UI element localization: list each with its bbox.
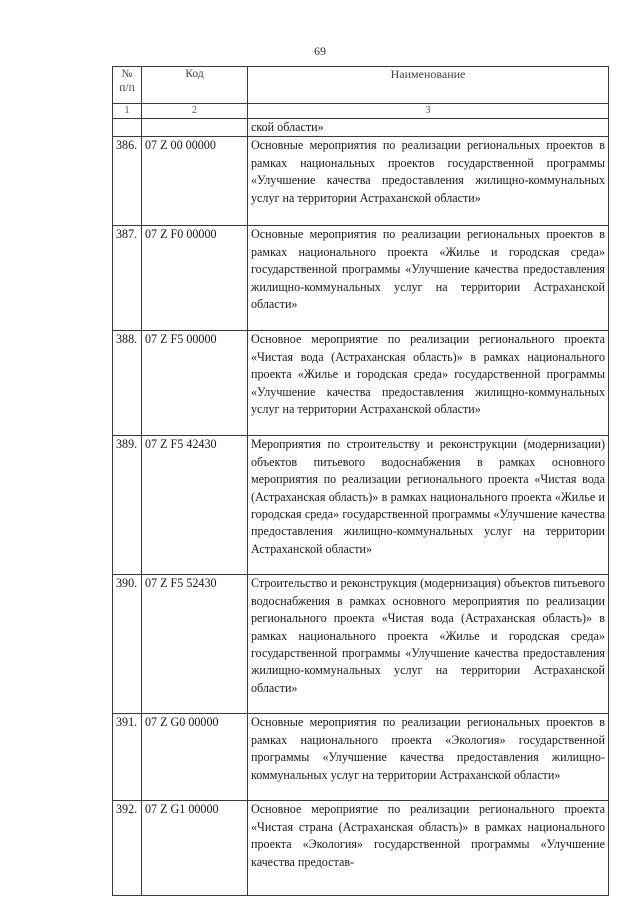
table-row — [113, 801, 609, 896]
column-index-3: 3 — [248, 104, 609, 119]
row-number: 391. — [113, 714, 142, 801]
table-header-row — [113, 67, 609, 104]
continuation-code — [142, 119, 248, 137]
row-code: 07 Z F5 42430 — [142, 436, 248, 575]
row-name: Основные мероприятия по реализации региональных проектов в рамках национального проекта «Экология» государственной программы «Улучшение качества предоставления жилищно-коммунальных услуг на территории Астраханской области» — [248, 714, 609, 801]
table-row — [113, 714, 609, 801]
header-code: Код — [142, 67, 248, 104]
row-name: Основное мероприятие по реализации регионального проекта «Чистая вода (Астраханская область)» в рамках национального проекта «Жилье и городская среда» государственной программы «Улучшение качества предоставления жилищно-коммунальных услуг на территории Астраханской области» — [248, 331, 609, 436]
table-row — [113, 575, 609, 714]
classification-table — [112, 66, 609, 896]
row-number: 392. — [113, 801, 142, 896]
row-name: Основное мероприятие по реализации регионального проекта «Чистая страна (Астраханская область)» в рамках национального проекта «Экология» государственной программы «Улучшение качества предостав- — [248, 801, 609, 896]
row-number: 386. — [113, 137, 142, 226]
row-code: 07 Z F0 00000 — [142, 226, 248, 331]
table-row — [113, 226, 609, 331]
row-number: 388. — [113, 331, 142, 436]
row-code: 07 Z G0 00000 — [142, 714, 248, 801]
row-name: Основные мероприятия по реализации региональных проектов в рамках национального проекта «Жилье и городская среда» государственной программы «Улучшение качества предоставления жилищно-коммунальных услуг на территории Астраханской области» — [248, 226, 609, 331]
row-code: 07 Z 00 00000 — [142, 137, 248, 226]
table-row — [113, 137, 609, 226]
continuation-text: ской области» — [248, 119, 609, 137]
row-code: 07 Z F5 00000 — [142, 331, 248, 436]
row-number: 390. — [113, 575, 142, 714]
column-index-1: 1 — [113, 104, 142, 119]
header-name: Наименование — [248, 67, 609, 104]
table-row — [113, 436, 609, 575]
row-code: 07 Z G1 00000 — [142, 801, 248, 896]
row-code: 07 Z F5 52430 — [142, 575, 248, 714]
row-name: Мероприятия по строительству и реконструкции (модернизации) объектов питьевого водоснабжения в рамках основного мероприятия по реализации регионального проекта «Чистая вода (Астраханская область)» в рамках национального проекта «Жилье и городская среда» государственной программы «Улучшение качества предоставления жилищно-коммунальных услуг на территории Астраханской области» — [248, 436, 609, 575]
row-number: 387. — [113, 226, 142, 331]
row-name: Основные мероприятия по реализации региональных проектов в рамках национальных проектов государственной программы «Улучшение качества предоставления жилищно-коммунальных услуг на территории Астраханской области» — [248, 137, 609, 226]
continuation-num — [113, 119, 142, 137]
row-name: Строительство и реконструкция (модернизация) объектов питьевого водоснабжения в рамках основного мероприятия по реализации регионального проекта «Чистая вода (Астраханская область)» в рамках национального проекта «Жилье и городская среда» государственной программы «Улучшение качества предоставления жилищно-коммунальных услуг на территории Астраханской области» — [248, 575, 609, 714]
column-index-row — [113, 104, 609, 119]
column-index-2: 2 — [142, 104, 248, 119]
row-number: 389. — [113, 436, 142, 575]
header-num: № п/п — [113, 67, 142, 104]
table-row — [113, 331, 609, 436]
continuation-row — [113, 119, 609, 137]
page-number: 69 — [314, 44, 326, 58]
